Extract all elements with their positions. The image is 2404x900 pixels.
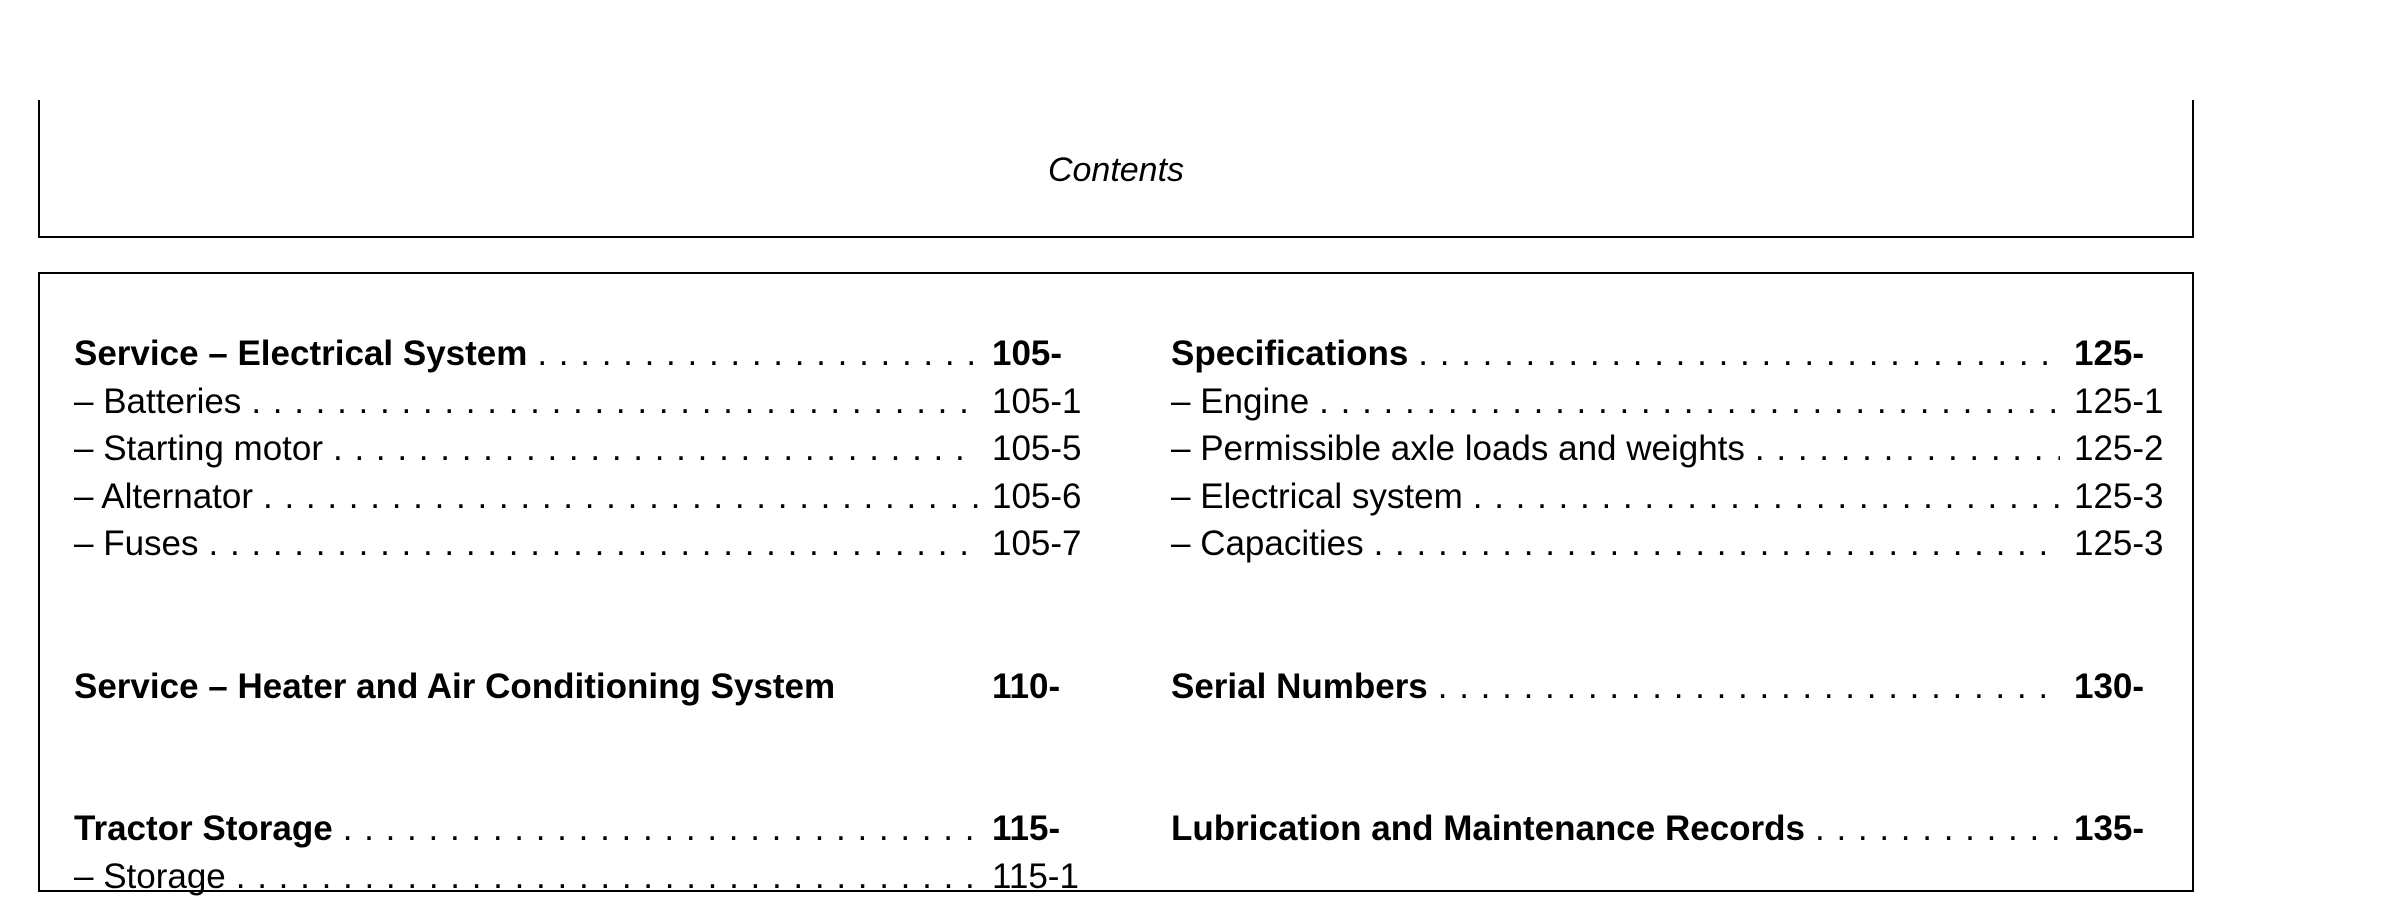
toc-entry-title: Service – Electrical System [74,330,537,378]
toc-entry-title: Specifications [1171,330,1418,378]
toc-entry[interactable] [74,805,1104,853]
toc-entry-page: 130- [2060,663,2186,711]
dot-leader [1815,805,2060,853]
toc-entry-page: 135- [2060,805,2186,853]
toc-subentry-label: – Batteries [74,378,251,426]
toc-subentry[interactable] [74,473,1104,521]
toc-subentry-label: – Capacities [1171,520,1374,568]
toc-subentry-label: – Electrical system [1171,473,1473,521]
toc-subentry-page: 125-2 [2060,425,2186,473]
toc-subentry-label: – Starting motor [74,425,333,473]
table-of-contents [38,272,2194,892]
toc-subentry[interactable] [1171,378,2186,426]
toc-subentry-page: 125-3 [2060,520,2186,568]
toc-subentry-label: – Permissible axle loads and weights [1171,425,1755,473]
dot-leader [251,378,978,426]
dot-leader [343,805,978,853]
dot-leader [1438,663,2060,711]
toc-left-column [74,330,1104,900]
dot-leader [1319,378,2060,426]
toc-entry[interactable] [1171,663,2186,711]
dot-leader [209,520,979,568]
toc-subentry-label: – Alternator [74,473,263,521]
toc-entry-page: 105- [978,330,1104,378]
toc-subentry-page: 105-7 [978,520,1104,568]
dot-leader [236,853,978,900]
toc-entry-title: Tractor Storage [74,805,343,853]
toc-subentry[interactable] [74,853,1104,900]
toc-subentry-page: 125-1 [2060,378,2186,426]
dot-leader [263,473,978,521]
toc-subentry[interactable] [74,425,1104,473]
dot-leader [1418,330,2060,378]
dot-leader [1755,425,2060,473]
toc-entry[interactable] [1171,330,2186,378]
toc-subentry-label: – Fuses [74,520,209,568]
dot-leader [537,330,978,378]
dot-leader [1374,520,2060,568]
toc-entry[interactable] [74,663,1104,711]
toc-entry[interactable] [1171,805,2186,853]
toc-entry[interactable] [74,330,1104,378]
toc-subentry-label: – Storage [74,853,236,900]
dot-leader [1473,473,2060,521]
toc-subentry[interactable] [1171,425,2186,473]
toc-section-lubrication [1171,805,2186,853]
toc-subentry[interactable] [1171,520,2186,568]
toc-entry-page: 125- [2060,330,2186,378]
toc-subentry[interactable] [74,378,1104,426]
page-title: Contents [40,150,2192,190]
toc-section-heater [74,663,1104,711]
toc-subentry-page: 125-3 [2060,473,2186,521]
toc-entry-title: Serial Numbers [1171,663,1438,711]
toc-subentry[interactable] [1171,473,2186,521]
toc-section-serial-numbers [1171,663,2186,711]
dot-leader [333,425,978,473]
toc-subentry-page: 105-6 [978,473,1104,521]
toc-subentry-label: – Engine [1171,378,1319,426]
toc-subentry-page: 115-1 [978,853,1104,900]
toc-subentry[interactable] [74,520,1104,568]
toc-entry-title: Service – Heater and Air Conditioning System [74,663,845,711]
toc-section-specifications [1171,330,2186,568]
toc-entry-title: Lubrication and Maintenance Records [1171,805,1815,853]
toc-section-storage [74,805,1104,900]
toc-subentry-page: 105-5 [978,425,1104,473]
contents-header-box [38,100,2194,238]
toc-subentry-page: 105-1 [978,378,1104,426]
toc-entry-page: 110- [978,663,1104,711]
toc-right-column [1171,330,2186,853]
toc-section-electrical [74,330,1104,568]
toc-entry-page: 115- [978,805,1104,853]
